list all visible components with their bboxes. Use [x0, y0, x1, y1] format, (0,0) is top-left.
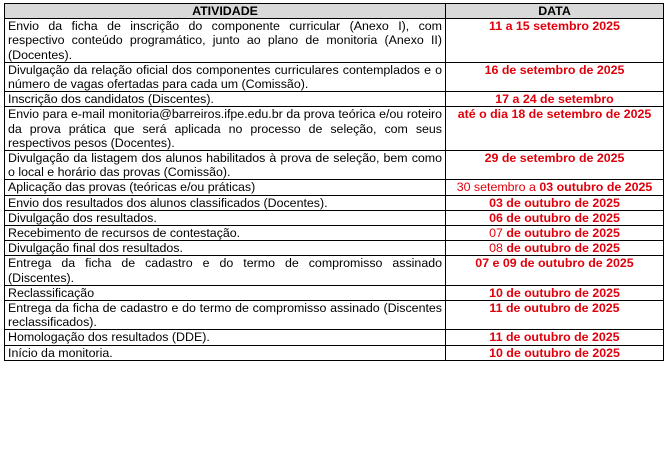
date-value: 11 de outubro de 2025: [489, 301, 620, 316]
activity-cell: Divulgação da listagem dos alunos habilitados à prova de seleção, bem como o local e horário das provas (Comissão).: [5, 151, 446, 180]
table-row: [5, 180, 664, 195]
date-cell: [446, 210, 664, 225]
date-value: 10 de outubro de 2025: [489, 285, 620, 300]
activity-cell: Reclassificação: [5, 285, 446, 300]
activity-cell: Envio para e-mail monitoria@barreiros.ifpe.edu.br da prova teórica e/ou roteiro da prova prática que será aplicada no processo de seleção, com seus respectivos pesos (Docentes).: [5, 107, 446, 151]
header-row: [5, 4, 664, 19]
date-value: de outubro de 2025: [506, 226, 620, 241]
date-cell: [446, 195, 664, 210]
date-value: 03 de outubro de 2025: [489, 195, 620, 210]
date-cell: [446, 19, 664, 63]
table-row: [5, 92, 664, 107]
date-prefix: 08: [489, 241, 507, 256]
date-value: 06 de outubro de 2025: [489, 210, 620, 225]
table-row: [5, 226, 664, 241]
table-row: [5, 107, 664, 151]
date-cell: [446, 301, 664, 330]
date-cell: [446, 107, 664, 151]
date-cell: [446, 285, 664, 300]
date-value: 10 de outubro de 2025: [489, 345, 620, 360]
date-value: de outubro de 2025: [506, 241, 620, 256]
activity-cell: Homologação dos resultados (DDE).: [5, 330, 446, 345]
table-row: [5, 345, 664, 360]
activity-cell: Entrega da ficha de cadastro e do termo de compromisso assinado (Discentes).: [5, 256, 446, 285]
date-cell: [446, 92, 664, 107]
date-cell: [446, 151, 664, 180]
date-value: 11 a 15 setembro 2025: [489, 19, 620, 34]
header-date: DATA: [446, 4, 664, 19]
date-value: 17 a 24 de setembro: [495, 92, 614, 107]
schedule-table: [4, 3, 664, 361]
activity-cell: Envio da ficha de inscrição do componente curricular (Anexo I), com respectivo conteúdo programático, junto ao plano de monitoria (Anexo II) (Docentes).: [5, 19, 446, 63]
date-cell: [446, 241, 664, 256]
date-prefix: 30 setembro a: [456, 180, 540, 195]
table-row: [5, 330, 664, 345]
activity-cell: Divulgação da relação oficial dos componentes curriculares contemplados e o número de vagas ofertadas para cada um (Comissão).: [5, 62, 446, 91]
date-value: 07 e 09 de outubro de 2025: [475, 256, 634, 271]
activity-cell: Aplicação das provas (teóricas e/ou práticas): [5, 180, 446, 195]
activity-cell: Início da monitoria.: [5, 345, 446, 360]
date-value: 29 de setembro de 2025: [484, 151, 625, 166]
table-row: [5, 62, 664, 91]
activity-cell: Envio dos resultados dos alunos classificados (Docentes).: [5, 195, 446, 210]
activity-cell: Recebimento de recursos de contestação.: [5, 226, 446, 241]
date-prefix: 07: [489, 226, 507, 241]
date-cell: [446, 345, 664, 360]
table-row: [5, 256, 664, 285]
table-row: [5, 301, 664, 330]
table-row: [5, 19, 664, 63]
date-value: 03 outubro de 2025: [539, 180, 653, 195]
date-cell: [446, 180, 664, 195]
date-cell: [446, 330, 664, 345]
table-row: [5, 210, 664, 225]
activity-cell: Inscrição dos candidatos (Discentes).: [5, 92, 446, 107]
table-row: [5, 151, 664, 180]
table-row: [5, 195, 664, 210]
date-cell: [446, 256, 664, 285]
header-activity: ATIVIDADE: [5, 4, 446, 19]
date-value: até o dia 18 de setembro de 2025: [457, 107, 652, 122]
table-row: [5, 285, 664, 300]
activity-cell: Entrega da ficha de cadastro e do termo de compromisso assinado (Discentes reclassificados).: [5, 301, 446, 330]
date-value: 16 de setembro de 2025: [484, 62, 625, 77]
date-cell: [446, 226, 664, 241]
activity-cell: Divulgação final dos resultados.: [5, 241, 446, 256]
date-cell: [446, 62, 664, 91]
activity-cell: Divulgação dos resultados.: [5, 210, 446, 225]
table-row: [5, 241, 664, 256]
date-value: 11 de outubro de 2025: [489, 330, 620, 345]
